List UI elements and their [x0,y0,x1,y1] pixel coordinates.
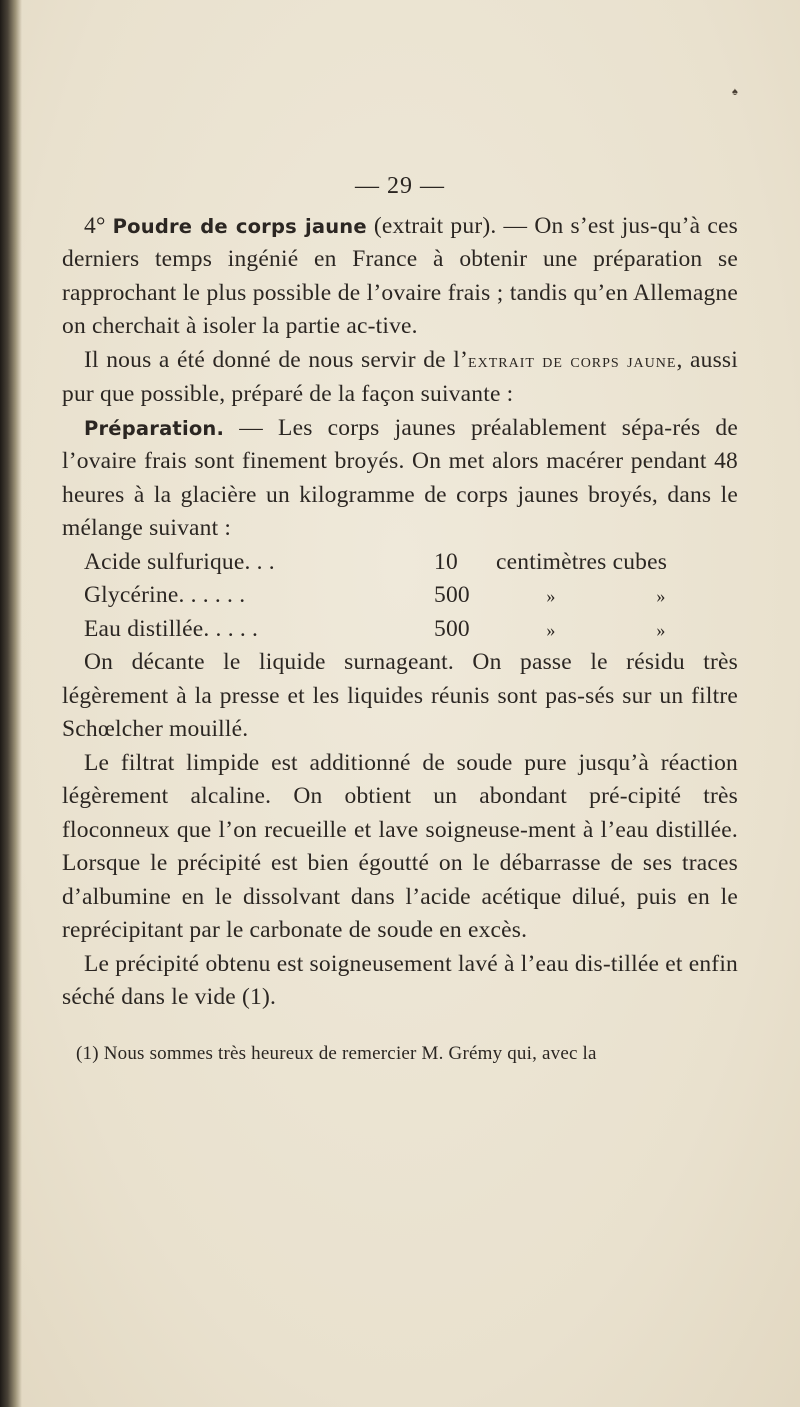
page-binding-edge [0,0,22,1407]
preparation-label: Préparation. [84,416,225,440]
recipe-row [62,579,738,613]
recipe-row [62,613,738,647]
paragraph-section-4 [62,210,738,344]
section-heading: Poudre de corps jaune [112,214,367,238]
paragraph-extract-after: , aussi pur que possible, préparé de la façon suivante : [62,346,738,407]
ditto-mark: » [546,586,556,606]
paragraph-filtrate: Le filtrat limpide est additionné de soude pure jusqu’à réaction légèrement alcaline. On obtient un abondant pré-cipité très floconneux que l’on recueille et lave soigneuse-ment à l’eau distillée. Lorsque le précipité est bien égoutté on le débarrasse de ses traces d’albumine en le dissolvant dans l’acide acétique dilué, puis en le reprécipitant par le carbonate de soude en excès. [62,749,738,943]
paragraph-preparation [62,412,738,546]
recipe-ingredient: Eau distillée. . . . . [84,615,259,642]
preparation-text: — Les corps jaunes préalablement sépa-rés de l’ovaire frais sont finement broyés. On met alors macérer pendant 48 heures à la glacière un kilogramme de corps jaunes broyés, dans le mélange suivant : [62,414,738,541]
section-number: 4° [84,212,106,239]
recipe-quantity: 10 [434,548,458,575]
recipe-quantity: 500 [434,582,470,608]
recipe-row [62,546,738,580]
ditto-mark: » [656,586,666,606]
ditto-mark: » [656,619,666,640]
recipe-ingredient: Glycérine. . . . . . [84,582,246,608]
paragraph-extract [62,344,738,412]
section-text: (extrait pur). — On s’est jus-qu’à ces derniers temps ingénié en France à obtenir une préparation se rapprochant le plus possible de l’ovaire frais ; tandis qu’en Allemagne on cherchait à isoler la partie ac-tive. [62,212,739,339]
page-number: — 29 — [355,173,445,199]
recipe-unit: centimètres cubes [496,548,668,575]
recipe-list [62,546,738,647]
footnote: (1) Nous sommes très heureux de remercier M. Grémy qui, avec la [76,1042,597,1064]
recipe-unit-ditto [496,613,726,648]
paragraph-decant: On décante le liquide surnageant. On passe le résidu très légèrement à la presse et les liquides réunis sont pas-sés sur un filtre Schœlcher mouillé. [62,649,738,742]
corner-mark: ♠ [732,86,738,98]
recipe-unit-ditto [496,579,726,614]
recipe-ingredient: Acide sulfurique. . . [84,548,275,575]
paragraph-extract-smallcaps: extrait de corps jaune [468,349,677,372]
paragraph-precipitate: Le précipité obtenu est soigneusement lavé à l’eau dis-tillée et enfin séché dans le vide (1). [62,950,738,1010]
ditto-mark: » [546,619,556,640]
paragraph-extract-before: Il nous a été donné de nous servir de l’ [84,346,469,373]
text-block [62,170,738,1067]
recipe-quantity: 500 [434,615,470,642]
